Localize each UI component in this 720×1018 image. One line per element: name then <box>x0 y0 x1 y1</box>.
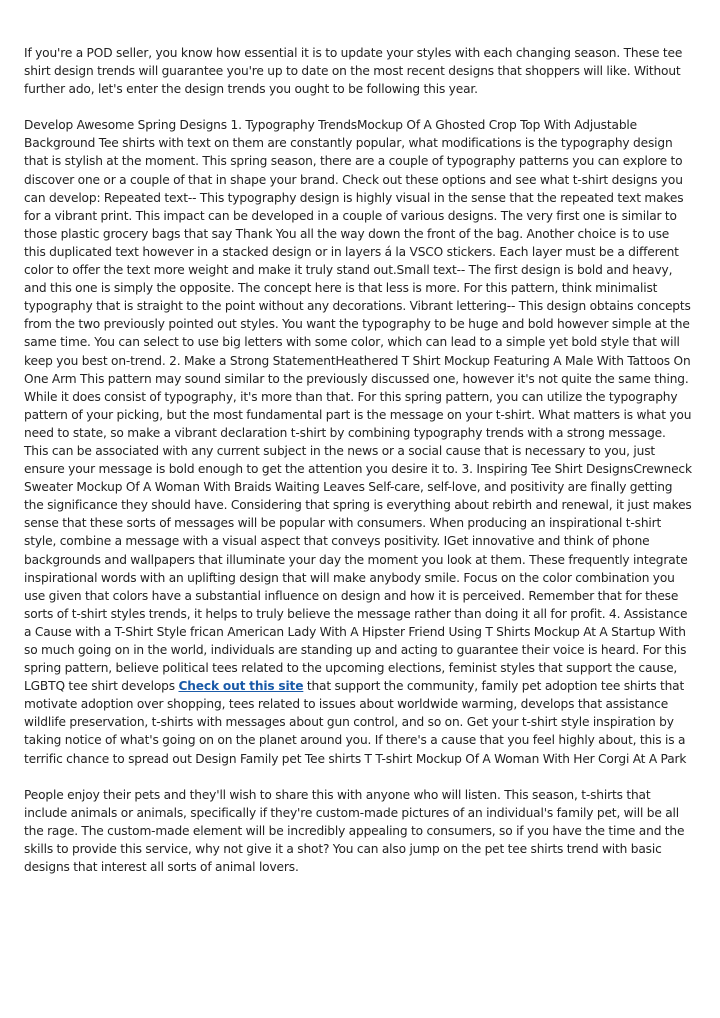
body-text-after-link: that support the community, family pet adoption tee shirts that motivate adoption over shopping, tees related to issues about worldwide warming, develops that assistance wildlife preservation, t-shirts with messages about gun control, and so on. Get your t-shirt style inspiration by taking notice of what's going on on the planet around you. If there's a cause that you feel highly about, this is a terrific chance to spread out Design Family pet Tee shirts T T-shirt Mockup Of A Woman With Her Corgi At A Park <box>24 679 687 766</box>
body-paragraph <box>24 116 692 767</box>
intro-text: If you're a POD seller, you know how essential it is to update your styles with each changing season. These tee shirt design trends will guarantee you're up to date on the most recent designs that shoppers will like. Without further ado, let's enter the design trends you ought to be following this year. <box>24 46 683 97</box>
closing-paragraph <box>24 786 692 876</box>
check-out-site-link[interactable]: Check out this site <box>178 679 304 694</box>
body-text-before-link: Develop Awesome Spring Designs 1. Typography TrendsMockup Of A Ghosted Crop Top With Adjustable Background Tee shirts with text on them are constantly popular, what modifications is the typography design that is stylish at the moment. This spring season, there are a couple of typography patterns you can explore to discover one or a couple of that in shape your brand. Check out these options and see what t-shirt designs you can develop: Repeated text-- This typography design is highly visual in the sense that the repeated text makes for a vibrant print. This impact can be developed in a couple of various designs. The very first one is similar to those plastic grocery bags that say Thank You all the way down the front of the bag. Another choice is to use this duplicated text however in a stacked design or in layers á la VSCO stickers. Each layer must be a different color to offer the text more weight and make it truly stand out.Small text-- The first design is bold and heavy, and this one is simply the opposite. The concept here is that less is more. For this pattern, think minimalist typography that is straight to the point without any decorations. Vibrant lettering-- This design obtains concepts from the two previously pointed out styles. You want the typography to be huge and bold however simple at the same time. You can select to use big letters with some color, which can lead to a simple yet bold style that will keep you best on-trend. 2. Make a Strong StatementHeathered T Shirt Mockup Featuring A Male With Tattoos On One Arm This pattern may sound similar to the previously discussed one, however it's not quite the same thing. While it does consist of typography, it's more than that. For this spring pattern, you can utilize the typography pattern of your picking, but the most fundamental part is the message on your t-shirt. What matters is what you need to state, so make a vibrant declaration t-shirt by combining typography trends with a strong message. This can be associated with any current subject in the news or a social cause that is necessary to you, just ensure your message is bold enough to get the attention you desire it to. 3. Inspiring Tee Shirt DesignsCrewneck Sweater Mockup Of A Woman With Braids Waiting Leaves Self-care, self-love, and positivity are finally getting the significance they should have. Considering that spring is everything about rebirth and renewal, it just makes sense that these sorts of messages will be popular with consumers. When producing an inspirational t-shirt style, combine a message with a visual aspect that conveys positivity. IGet innovative and think of phone backgrounds and wallpapers that illuminate your day the moment you look at them. These frequently integrate inspirational words with an uplifting design that will make anybody smile. Focus on the color combination you use given that colors have a substantial influence on design and how it is perceived. Remember that for these sorts of t-shirt styles trends, it helps to truly believe the message rather than doing it all for profit. 4. Assistance a Cause with a T-Shirt Style frican American Lady With A Hipster Friend Using T Shirts Mockup At A Startup With so much going on in the world, individuals are standing up and acting to guarantee their voice is heard. For this spring pattern, believe political tees related to the upcoming elections, feminist styles that support the cause, LGBTQ tee shirt develops <box>24 118 692 694</box>
intro-paragraph <box>24 44 692 98</box>
closing-text: People enjoy their pets and they'll wish to share this with anyone who will listen. This season, t-shirts that include animals or animals, specifically if they're custom-made pictures of an individual's family pet, will be all the rage. The custom-made element will be incredibly appealing to consumers, so if you have the time and the skills to provide this service, why not give it a shot? You can also jump on the pet tee shirts trend with basic designs that interest all sorts of animal lovers. <box>24 787 685 875</box>
